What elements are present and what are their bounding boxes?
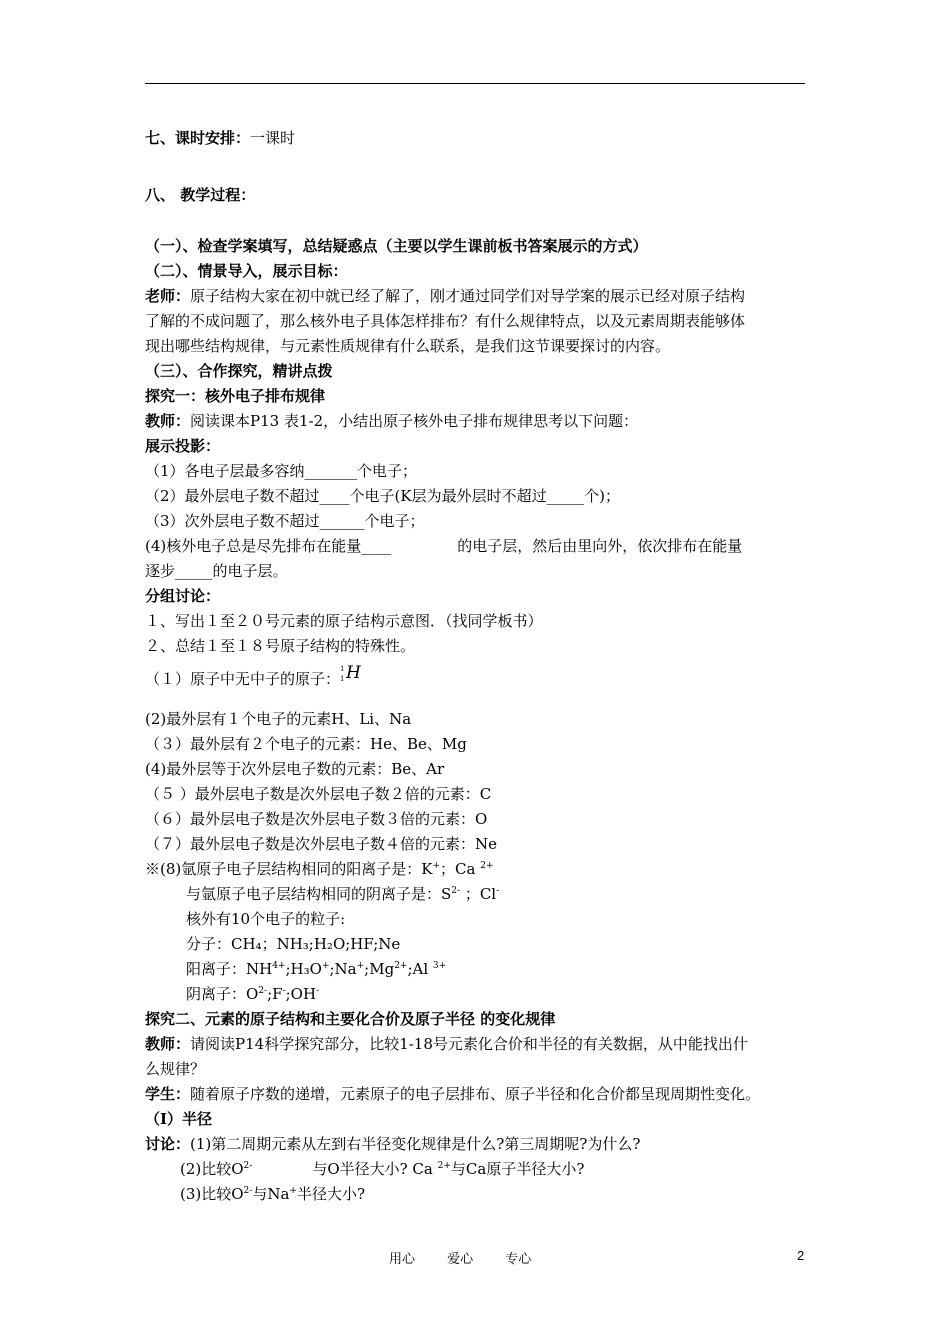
discussion-1: 讨论：(1)第二周期元素从左到右半径变化规律是什么?第三周期呢?为什么? [145,1135,641,1153]
page-footer: 用心 爱心 专心 [389,1252,532,1267]
point-1: （１）原子中无中子的原子： 1 1 H [145,663,361,688]
projection-label: 展示投影： [145,437,221,455]
heading-3: （三）、合作探究，精讲点拨 [145,362,333,380]
section-8: 八、 教学过程： [145,186,256,204]
question-1: （1）各电子层最多容纳_______个电子； [145,462,418,480]
point-5: （５ ）最外层电子数是次外层电子数２倍的元素：C [145,785,492,803]
question-4-line-2: 逐步_____的电子层。 [145,562,288,580]
teacher-1-line-2: 了解的不成问题了，那么核外电子具体怎样排布？有什么规律特点，以及元素周期表能够体 [145,312,746,330]
point-4: (4)最外层等于次外层电子数的元素：Be、Ar [145,760,445,778]
question-3: （3）次外层电子数不超过______个电子； [145,512,425,530]
discussion-3: (3)比较$O^{2-}$与Na+半径大小? [180,1185,365,1203]
page-number: 2 [797,1248,805,1263]
hydrogen-isotope-symbol: 1 1 H [340,663,361,683]
heading-2: （二）、情景导入，展示目标： [145,262,348,280]
teacher-3-line-2: 么规律？ [145,1060,206,1078]
question-2: （2）最外层电子数不超过____个电子(K层为最外层时不超过_____个)； [145,487,620,505]
teacher-2: 教师：阅读课本P13 表1-2，小结出原子核外电子排布规律思考以下问题： [145,412,639,430]
group-discussion-label: 分组讨论： [145,587,221,605]
ten-electron-title: 核外有10个电子的粒子: [186,910,346,928]
point-2: (2)最外层有１个电子的元素H、Li、Na [145,710,412,728]
group-item-1: １、写出１至２０号元素的原子结构示意图．（找同学板书） [145,612,543,630]
student-answer: 学生：随着原子序数的递增，元素原子的电子层排布、原子半径和化合价都呈现周期性变化。 [145,1085,761,1103]
explore-1-title: 探究一：核外电子排布规律 [145,387,326,405]
point-8-cations: ※(8)氩原子电子层结构相同的阳离子是：K+；Ca $^{2+}$ [145,860,494,878]
explore-2-title: 探究二、元素的原子结构和主要化合价及原子半径 的变化规律 [145,1010,556,1028]
point-7: （７）最外层电子数是次外层电子数４倍的元素：Ne [145,835,498,853]
point-6: （６）最外层电子数是次外层电子数３倍的元素：O [145,810,488,828]
discussion-2: (2)比较$O^{2-}$ 与O半径大小? Ca $^{2+}$与Ca原子半径大小? [180,1160,585,1178]
ten-electron-molecules: 分子：CH₄；NH₃;H₂O;HF;Ne [186,935,401,953]
group-item-2: ２、总结１至１８号原子结构的特殊性。 [145,637,416,655]
point-8-anions: 与氩原子电子层结构相同的阴离子是：$S^{2-}$ ；Cl- [186,885,500,903]
ten-electron-cations: 阳离子：$NH^{4+};H_3O^+;Na^+;Mg^{2+};Al$ $^{3+}$ [186,960,447,978]
heading-1: （一）、检查学案填写，总结疑惑点（主要以学生课前板书答案展示的方式） [145,237,648,255]
teacher-3-line-1: 教师：请阅读P14科学探究部分，比较1-18号元素化合价和半径的有关数据，从中能找出什 [145,1035,748,1053]
teacher-1-line-1: 老师：原子结构大家在初中就已经了解了，刚才通过同学们对导学案的展示已经对原子结构 [145,287,746,305]
point-3: （３）最外层有２个电子的元素：He、Be、Mg [145,735,467,753]
question-4-line-1: (4)核外电子总是尽先排布在能量____ 的电子层，然后由里向外，依次排布在能量 [145,537,743,555]
section-7: 七、课时安排：一课时 [145,129,296,147]
header-rule [145,83,805,84]
ten-electron-anions: 阴离子：$O^{2-};F^-;OH^-$ [186,985,320,1003]
teacher-1-line-3: 现出哪些结构规律，与元素性质规律有什么联系，是我们这节课要探讨的内容。 [145,337,671,355]
radius-heading: （Ⅰ）半径 [145,1110,213,1128]
